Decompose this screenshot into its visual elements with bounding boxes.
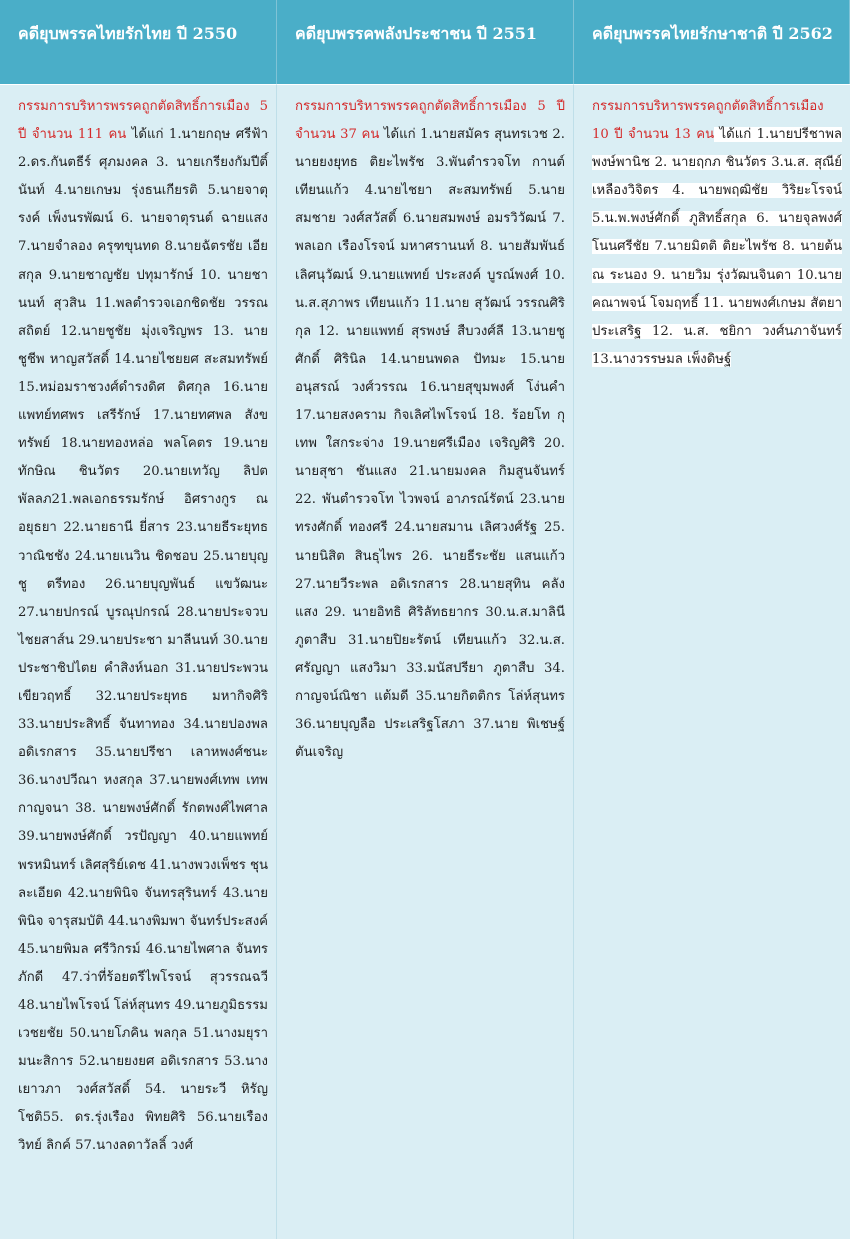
banned-member-list: ได้แก่ 1.นายกฤษ ศรีฟ้า 2.ดร.กันตธีร์ ศุภมงคล 3. นายเกรียงกัมปีติ์นันท์ 4.นายเกษม รุ่งธนเกียรติ 5.นายจาตุรงค์ เพ็งนรพัฒน์ 6. นายจาตุรนต์ ฉายแสง 7.นายจำลอง ครุฑขุนทด 8.นายฉัตรชัย เอียสกุล 9.นายชาญชัย ปทุมารักษ์ 10. นายชานนท์ สุวสิน 11.พลตำรวจเอกชิดชัย วรรณสถิตย์ 12.นายชูชัย มุ่งเจริญพร 13. นายชูชีพ หาญสวัสดิ์ 14.นายไชยยศ สะสมทรัพย์ 15.หม่อมราชวงศ์ดำรงดิศ ดิศกุล 16.นายแพทย์ทศพร เสรีรักษ์ 17.นายทศพล สังขทรัพย์ 18.นายทองหล่อ พลโคตร 19.นายทักษิณ ชินวัตร 20.นายเทวัญ ลิปตพัลลภ21.พลเอกธรรมรักษ์ อิศรางกูร ณ อยุธยา 22.นายธานี ยี่สาร 23.นายธีระยุทธ วาณิชชัง 24.นายเนวิน ชิดชอบ 25.นายบุญชู ตรีทอง 26.นายบุญพันธ์ แขวัฒนะ 27.นายปกรณ์ บูรณุปกรณ์ 28.นายประจวบ ไชยสาส์น 29.นายประชา มาลีนนท์ 30.นายประชาชิปไตย คำสิงห์นอก 31.นายประพวน เขียวฤทธิ์ 32.นายประยุทธ มหากิจศิริ 33.นายประสิทธิ์ จันทาทอง 34.นายปองพล อดิเรกสาร 35.นายปรีชา เลาหพงศ์ชนะ 36.นางปวีณา หงสกุล 37.นายพงศ์เทพ เทพกาญจนา 38. นายพงษ์ศักดิ์ รักตพงศ์ไพศาล 39.นายพงษ์ศักดิ์ วรปัญญา 40.นายแพทย์พรหมินทร์ เลิศสุริย์เดช 41.นางพวงเพ็ชร ชุนละเอียด 42.นายพินิจ จันทรสุรินทร์ 43.นายพินิจ จารุสมบัติ 44.นางพิมพา จันทร์ประสงค์ 45.นายพิมล ศรีวิกรม์ 46.นายไพศาล จันทรภักดี 47.ว่าที่ร้อยตรีไพโรจน์ สุวรรณฉวี 48.นายไพโรจน์ โล่ห์สุนทร 49.นายภูมิธรรม เวชยชัย 50.นายโภคิน พลกุล 51.นางมยุรา มนะสิการ 52.นายยงยศ อดิเรกสาร 53.นางเยาวภา วงศ์สวัสดิ์ 54. นายระวี หิรัญโชติ55. ดร.รุ่งเรือง พิทยศิริ 56.นายเรืองวิทย์ ลิกค์ 57.นางลดาวัลลิ์ วงศ์ [18, 127, 268, 1154]
cell-thai-raksa-chart-2562 [574, 84, 850, 1239]
header-thai-raksa-chart-2562: คดียุบพรรคไทยรักษาชาติ ปี 2562 [574, 0, 850, 84]
cell-palang-prachachon-2551 [277, 84, 574, 1239]
ban-summary: กรรมการบริหารพรรคถูกตัดสิทธิ์การเมือง 5 ปี จำนวน 111 คน [18, 99, 268, 143]
cell-thai-rak-thai-2550 [0, 84, 277, 1239]
banned-member-list: ได้แก่ 1.นายสมัคร สุนทรเวช 2. นายยงยุทธ ติยะไพรัช 3.พันตำรวจโท กานต์ เทียนแก้ว 4.นายไชยา สะสมทรัพย์ 5.นายสมชาย วงศ์สวัสดิ์ 6.นายสมพงษ์ อมรวิวัฒน์ 7. พลเอก เรืองโรจน์ มหาศรานนท์ 8. นายสัมพันธ์ เลิศนุวัฒน์ 9.นายแพทย์ ประสงค์ บูรณ์พงศ์ 10. น.ส.สุภาพร เทียนแก้ว 11.นาย สุวัฒน์ วรรณศิริกุล 12. นายแพทย์ สุรพงษ์ สืบวงศ์ลี 13.นายชูศักดิ์ ศิรินิล 14.นายนพดล ปัทมะ 15.นายอนุสรณ์ วงศ์วรรณ 16.นายสุขุมพงศ์ โง่นคำ 17.นายสงคราม กิจเลิศไพโรจน์ 18. ร้อยโท กุเทพ ใสกระจ่าง 19.นายศรีเมือง เจริญศิริ 20. นายสุชา ชันแสง 21.นายมงคล กิมสูนจันทร์ 22. พันตำรวจโท ไวพจน์ อาภรณ์รัตน์ 23.นาย ทรงศักดิ์ ทองศรี 24.นายสมาน เลิศวงศ์รัฐ 25. นายนิสิต สินธุไพร 26. นายธีระชัย แสนแก้ว 27.นายวีระพล อดิเรกสาร 28.นายสุทิน คลังแสง 29. นายอิทธิ ศิริลัทธยากร 30.น.ส.มาลินี ภูตาสืบ 31.นายปิยะรัตน์ เทียนแก้ว 32.น.ส. ศรัญญา แสงวิมา 33.มนัสปรียา ภูตาสืบ 34. กาญจน์ณิชา แต้มดี 35.นายกิตติกร โล่ห์สุนทร 36.นายบุญลือ ประเสริฐโสภา 37.นาย พิเชษฐ์ ตันเจริญ [295, 127, 565, 761]
header-palang-prachachon-2551: คดียุบพรรคพลังประชาชน ปี 2551 [277, 0, 574, 84]
header-thai-rak-thai-2550: คดียุบพรรคไทยรักไทย ปี 2550 [0, 0, 277, 84]
ban-summary: กรรมการบริหารพรรคถูกตัดสิทธิ์การเมือง 10 ปี จำนวน 13 คน [592, 99, 824, 143]
ban-summary: กรรมการบริหารพรรคถูกตัดสิทธิ์การเมือง 5 ปี จำนวน 37 คน [295, 99, 565, 143]
banned-member-list: ได้แก่ 1.นายปรีชาพล พงษ์พานิช 2. นายฤกภ ชินวัตร 3.น.ส. สุณีย์ เหลืองวิจิตร 4. นายพฤฒิชัย วิริยะโรจน์ 5.น.พ.พงษ์ศักดิ์ ภูสิทธิ์สกุล 6. นายจุลพงศ์ โนนศรีชัย 7.นายมิตติ ติยะไพรัช 8. นายต้น ณ ระนอง 9. นายวิม รุ่งวัฒนจินดา 10.นายคณาพจน์ โจมฤทธิ์ 11. นายพงศ์เกษม สัตยาประเสริฐ 12. น.ส. ชยิกา วงศ์นภาจันทร์ 13.นางวรรษมล เพ็งดิษฐ์ [592, 127, 842, 367]
